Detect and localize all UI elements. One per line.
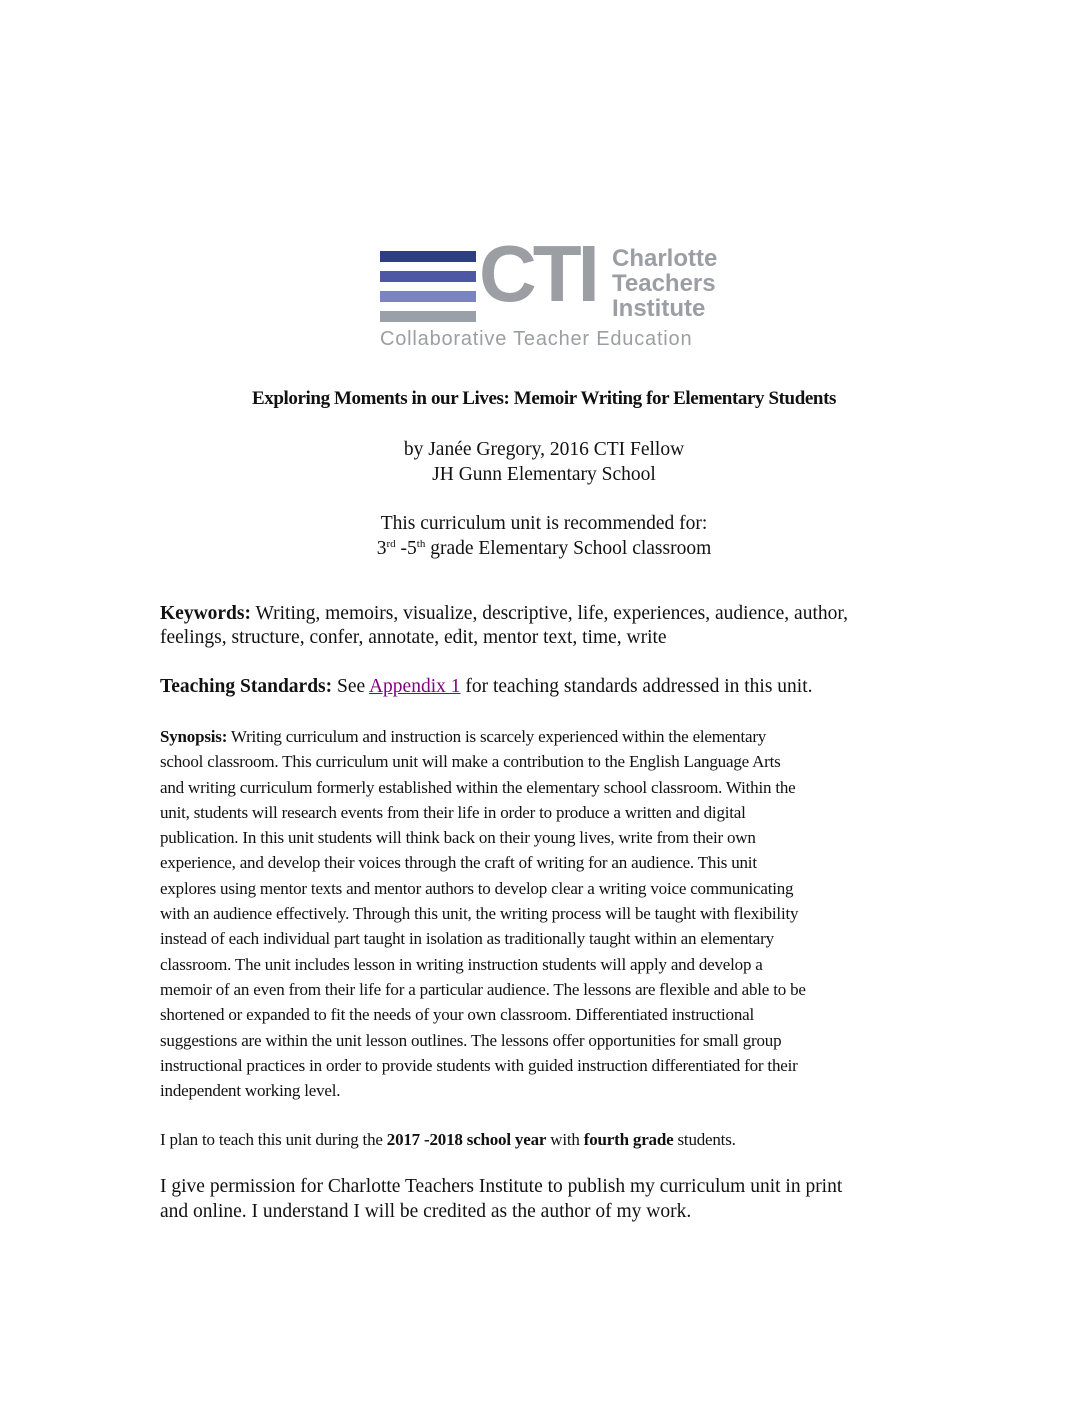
logo-mark: CTI xyxy=(479,229,596,318)
permission-line: I give permission for Charlotte Teachers Institute to publish my curriculum unit in print xyxy=(160,1176,843,1197)
standards-section xyxy=(160,675,930,699)
synopsis-line: unit, students will research events from their life in order to produce a written and digital xyxy=(160,802,746,822)
logo-name xyxy=(612,246,717,321)
standards-text: for teaching standards addressed in this unit. xyxy=(460,676,813,697)
standards-text: See xyxy=(332,676,369,697)
logo-stripe xyxy=(380,291,476,302)
plan-text: students. xyxy=(673,1130,736,1149)
recommendation xyxy=(0,511,1088,561)
logo-tagline: Collaborative Teacher Education xyxy=(380,328,693,350)
keywords-line: feelings, structure, confer, annotate, edit, mentor text, time, write xyxy=(160,627,667,648)
synopsis-line: school classroom. This curriculum unit will make a contribution to the English Language Arts xyxy=(160,752,781,772)
synopsis-section xyxy=(160,724,930,1103)
appendix-link[interactable]: Appendix 1 xyxy=(368,676,461,697)
permission-statement xyxy=(160,1174,930,1224)
keywords-section xyxy=(160,602,930,650)
teaching-plan xyxy=(160,1128,930,1152)
synopsis-line: suggestions are within the unit lesson outlines. The lessons offer opportunities for small group xyxy=(160,1030,782,1050)
grade-separator: -5 xyxy=(395,538,417,559)
logo-stripes xyxy=(380,251,476,331)
synopsis-line: with an audience effectively. Through this unit, the writing process will be taught with flexibility xyxy=(160,904,799,924)
plan-year: 2017 -2018 school year xyxy=(386,1130,547,1149)
synopsis-line: classroom. The unit includes lesson in writing instruction students will apply and develop a xyxy=(160,954,763,974)
grade-range xyxy=(0,536,1088,561)
keywords-text: Writing, memoirs, visualize, descriptive, life, experiences, audience, author, xyxy=(251,603,848,624)
keywords-line xyxy=(160,602,930,626)
synopsis-line: instructional practices in order to provide students with guided instruction differentiated for their xyxy=(160,1055,798,1075)
synopsis-label: Synopsis: xyxy=(160,727,228,746)
synopsis-line xyxy=(160,724,930,749)
synopsis-line: publication. In this unit students will think back on their young lives, write from their own xyxy=(160,828,756,848)
recommendation-line: This curriculum unit is recommended for: xyxy=(380,513,708,534)
plan-text: I plan to teach this unit during the xyxy=(160,1130,387,1149)
keywords-label: Keywords: xyxy=(160,603,251,624)
school-name: JH Gunn Elementary School xyxy=(432,464,656,485)
logo-name-line: Teachers xyxy=(612,270,716,297)
synopsis-line: shortened or expanded to fit the needs of your own classroom. Differentiated instructional xyxy=(160,1005,754,1025)
document-title: Exploring Moments in our Lives: Memoir Writing for Elementary Students xyxy=(251,388,837,409)
synopsis-line: experience, and develop their voices through the craft of writing for an audience. This unit xyxy=(160,853,757,873)
grade-end-suffix: th xyxy=(416,538,426,550)
permission-line: and online. I understand I will be credited as the author of my work. xyxy=(160,1201,692,1222)
synopsis-line: independent working level. xyxy=(160,1081,341,1101)
cti-logo xyxy=(380,229,750,354)
synopsis-line: instead of each individual part taught in isolation as traditionally taught within an elementary xyxy=(160,929,774,949)
plan-text: with xyxy=(546,1130,584,1149)
logo-stripe xyxy=(380,311,476,322)
byline xyxy=(0,437,1088,487)
synopsis-line: explores using mentor texts and mentor authors to develop clear a writing voice communicating xyxy=(160,878,794,898)
logo-name-line: Institute xyxy=(612,295,706,322)
plan-grade: fourth grade xyxy=(583,1130,674,1149)
logo-name-line: Charlotte xyxy=(612,245,718,272)
synopsis-line: and writing curriculum formerly established within the elementary school classroom. Within the xyxy=(160,777,796,797)
author-line: by Janée Gregory, 2016 CTI Fellow xyxy=(403,439,685,460)
standards-label: Teaching Standards: xyxy=(160,676,333,697)
grade-start: 3 xyxy=(376,538,387,559)
logo-stripe xyxy=(380,251,476,262)
logo-stripe xyxy=(380,271,476,282)
grade-start-suffix: rd xyxy=(386,538,396,550)
synopsis-text: Writing curriculum and instruction is scarcely experienced within the elementary xyxy=(227,727,767,746)
grade-description: grade Elementary School classroom xyxy=(425,538,712,559)
synopsis-line: memoir of an even from their life for a particular audience. The lessons are flexible and able to be xyxy=(160,979,806,999)
